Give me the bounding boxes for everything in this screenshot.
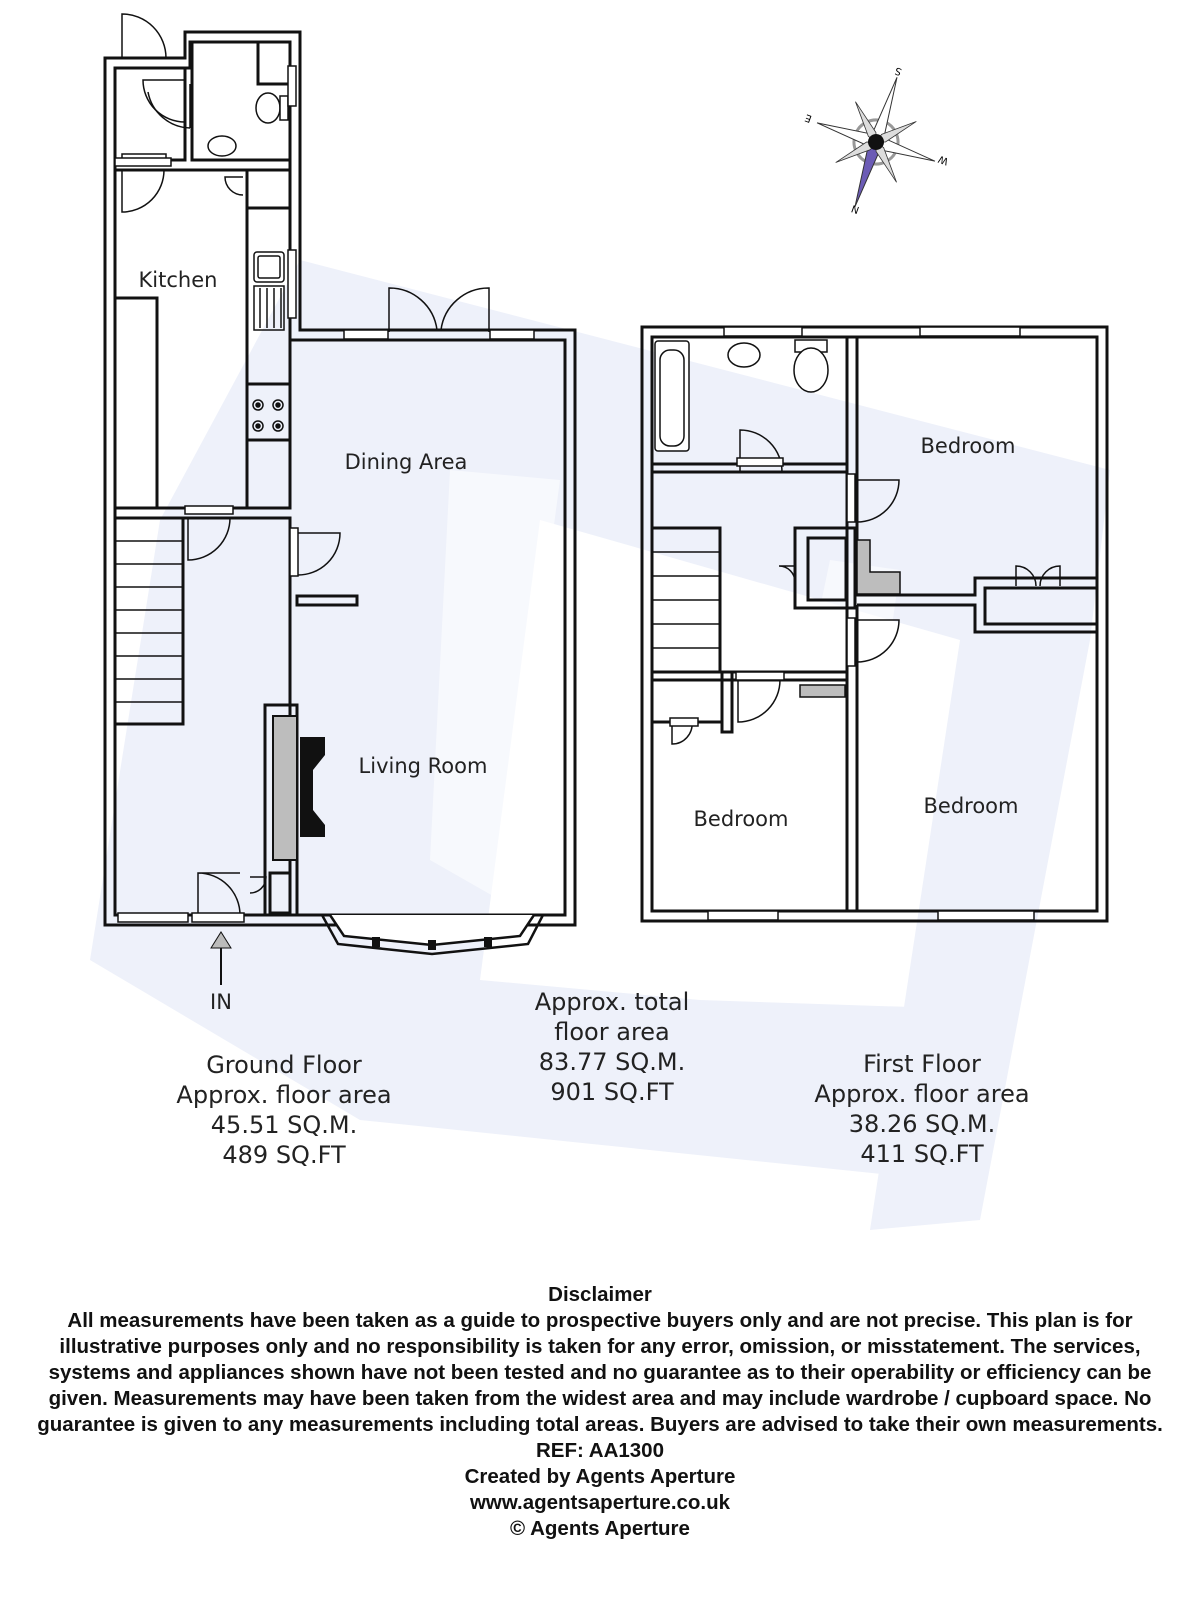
bathroom-toilet-icon <box>794 348 828 392</box>
chimney-breast <box>273 716 297 860</box>
first-floor-area-label: Approx. floor area <box>814 1080 1030 1108</box>
living-room-label: Living Room <box>358 754 488 778</box>
compass-rose-icon <box>796 58 956 226</box>
ground-floor-sqft: 489 SQ.FT <box>222 1141 346 1169</box>
bedroom-right-label: Bedroom <box>923 794 1019 818</box>
dining-area-label: Dining Area <box>344 450 468 474</box>
total-line1: Approx. total <box>534 988 690 1016</box>
total-line2: floor area <box>554 1018 670 1046</box>
basin-icon <box>208 136 236 156</box>
kitchen-label: Kitchen <box>138 268 218 292</box>
lobby-door <box>143 80 185 122</box>
copyright: © Agents Aperture <box>510 1517 690 1540</box>
ground-floor-area-label: Approx. floor area <box>176 1081 392 1109</box>
first-floor-sqm: 38.26 SQ.M. <box>848 1110 996 1138</box>
total-sqft: 901 SQ.FT <box>550 1078 674 1106</box>
wc-fixtures <box>208 93 288 156</box>
website-link[interactable]: www.agentsaperture.co.uk <box>469 1491 731 1514</box>
compass-s: S <box>893 64 904 77</box>
disclaimer-body: All measurements have been taken as a guide to prospective buyers only and are not precise. This plan is for illustrative purposes only and no responsibility is taken for any error, omission, or misstatement. The services, systems and appliances shown have not been tested and no guarantee as to their operability or efficiency can be given. Measurements may have been taken from the widest area and may include wardrobe / cupboard space. No guarantee is given to any measurements including total areas. Buyers are advised to take their own measurements. <box>37 1309 1163 1436</box>
ground-floor-title: Ground Floor <box>206 1051 362 1079</box>
first-floor-sqft: 411 SQ.FT <box>860 1140 984 1168</box>
bedroom-top-label: Bedroom <box>920 434 1016 458</box>
first-floor-summary <box>772 1049 1072 1169</box>
bathroom-basin-icon <box>728 343 760 367</box>
rear-door <box>122 14 166 58</box>
wc-cupboard <box>258 42 290 84</box>
first-floor-title: First Floor <box>863 1050 981 1078</box>
ground-floor-sqm: 45.51 SQ.M. <box>210 1111 358 1139</box>
kitchen-unit <box>115 298 157 508</box>
reference-number: REF: AA1300 <box>536 1439 664 1462</box>
compass-w: W <box>936 152 951 167</box>
total-sqm: 83.77 SQ.M. <box>538 1048 686 1076</box>
kitchen-door <box>122 170 164 212</box>
bedroom-cupboard <box>652 680 722 722</box>
kitchen-cupboard-door <box>225 177 243 195</box>
total-area-summary <box>462 987 762 1107</box>
disclaimer-title: Disclaimer <box>548 1283 652 1306</box>
entrance-label: IN <box>210 990 232 1014</box>
ground-floor-summary <box>134 1050 434 1170</box>
compass-e: E <box>803 111 814 124</box>
toilet-icon <box>256 93 280 123</box>
compass-n: N <box>850 202 861 216</box>
created-by: Created by Agents Aperture <box>464 1465 736 1488</box>
landing-shelf <box>800 685 845 697</box>
rear-lobby <box>115 68 185 160</box>
disclaimer-block <box>20 1282 1180 1542</box>
bedroom-left-label: Bedroom <box>693 807 789 831</box>
bedroom-left-door <box>738 680 780 722</box>
